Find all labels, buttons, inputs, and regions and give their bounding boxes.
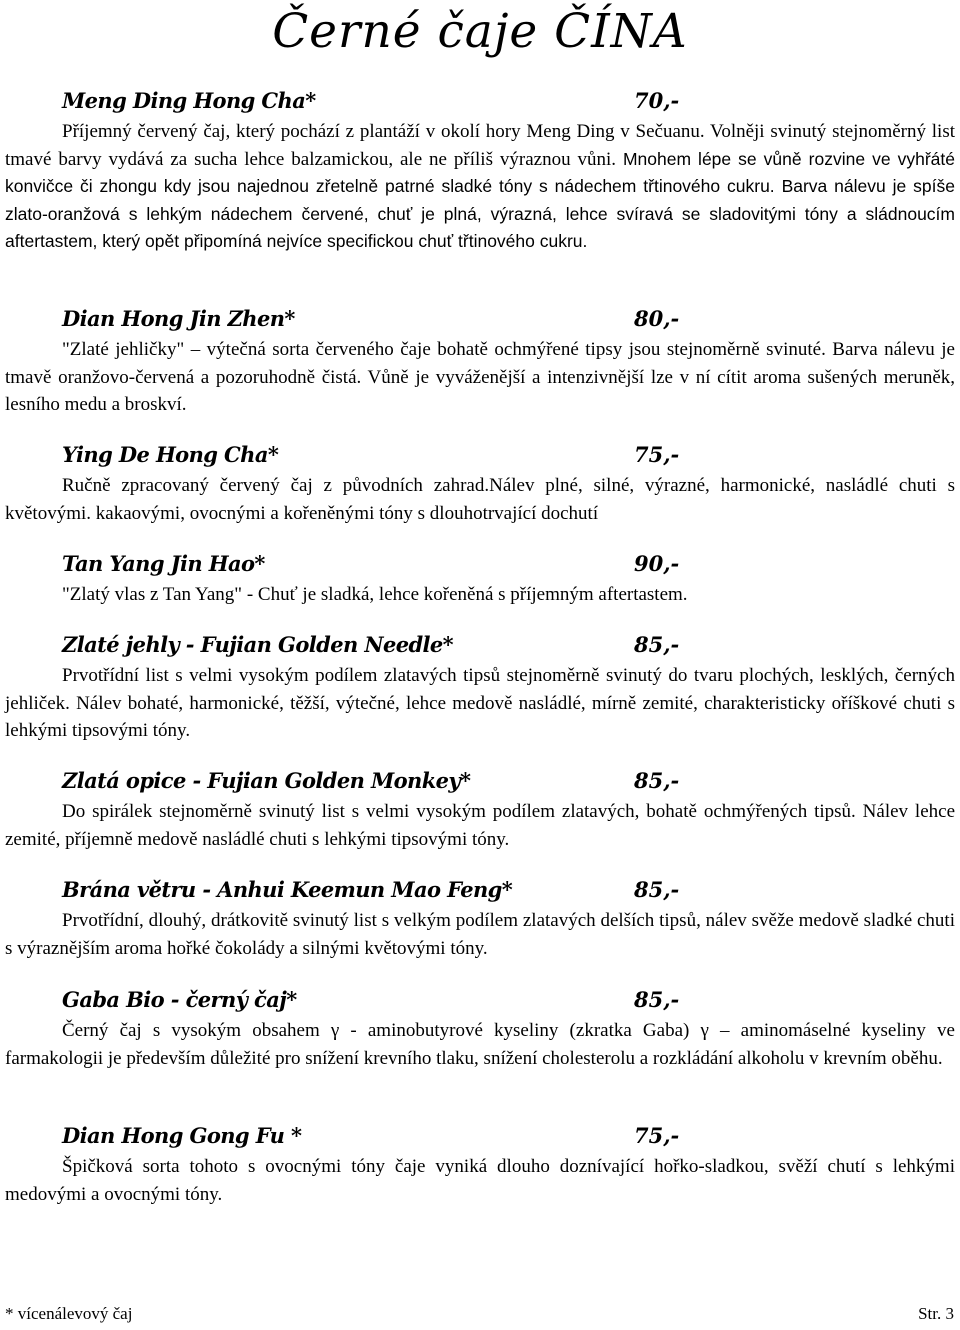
page-number: Str. 3 (918, 1304, 954, 1323)
menu-item (5, 84, 955, 256)
item-description: Špičková sorta tohoto s ovocnými tóny čaje vyniká dlouho doznívající hořko-sladkou, svěží chutí s lehkými medovými a ovocnými tóny. (5, 1156, 955, 1205)
item-name: Dian Hong Gong Fu * (62, 1123, 302, 1148)
item-name: Ying De Hong Cha* (62, 442, 279, 467)
menu-item (5, 302, 955, 419)
item-price: 70,- (634, 88, 680, 113)
menu-item (5, 547, 955, 609)
menu-item (5, 983, 955, 1072)
item-description-part: Mnohem lépe se vůně rozvine ve vyhřáté konvičce či zhongu kdy jsou najednou zřetelně patrné sladké tóny s nádechem třtinového cukru. Barva nálevu je spíše zlato-oranžová s lehkým nádechem červené, chuť je plná, výrazná, lehce svíravá se sladovitými tóny a sládnoucím aftertastem, který opět připomíná nejvíce specifickou chuť třtinového cukru. (5, 148, 955, 251)
item-price: 85,- (634, 877, 680, 902)
item-price: 90,- (634, 551, 680, 576)
item-price: 75,- (634, 442, 680, 467)
footnote: * vícenálevový čaj (5, 1304, 133, 1323)
item-description: "Zlatý vlas z Tan Yang" - Chuť je sladká, lehce kořeněná s příjemným aftertastem. (62, 584, 688, 605)
item-price: 80,- (634, 306, 680, 331)
item-description-part: Příjemný červený čaj, který pochází z plantáží v okolí hory Meng Ding v Sečuanu. Volněji svinutý stejnoměrný list tmavé barvy vydává za sucha lehce balzamickou, ale ne příliš výraznou vůni. (5, 121, 955, 170)
menu-item (5, 1119, 955, 1208)
page-title: Černé čaje ČÍNA (272, 4, 688, 59)
item-name: Dian Hong Jin Zhen* (62, 306, 295, 331)
item-name: Zlatá opice - Fujian Golden Monkey* (62, 768, 471, 793)
item-price: 75,- (634, 1123, 680, 1148)
item-description: Prvotřídní, dlouhý, drátkovitě svinutý list s velkým podílem zlatavých delších tipsů, nálev svěže medově sladké chuti s výraznějším aroma hořké čokolády a silnými květovými tóny. (5, 910, 955, 959)
item-description: "Zlaté jehličky" – výtečná sorta červeného čaje bohatě ochmýřené tipsy jsou stejnoměrně svinuté. Barva nálevu je tmavě oranžovo-červená a pozoruhodně čistá. Vůně je vyváženější a intenzivnější lze v ní cítit aroma sušených meruněk, lesního medu a broskví. (5, 339, 955, 415)
item-price: 85,- (634, 768, 680, 793)
item-description (5, 118, 955, 256)
item-name: Tan Yang Jin Hao* (62, 551, 265, 576)
item-description: Prvotřídní list s velmi vysokým podílem zlatavých tipsů stejnoměrně svinutý do tvaru plochých, lesklých, černých jehliček. Nálev bohaté, harmonické, těžší, výtečné, lehce medově nasládlé, mírně zemité, charakteristicky oříškové chuti s lehkými tipsovými tóny. (5, 665, 955, 741)
item-name: Meng Ding Hong Cha* (62, 88, 316, 113)
item-name: Brána větru - Anhui Keemun Mao Feng* (62, 877, 513, 902)
item-price: 85,- (634, 632, 680, 657)
item-name: Gaba Bio - černý čaj* (62, 987, 297, 1012)
item-description: Černý čaj s vysokým obsahem γ - aminobutyrové kyseliny (zkratka Gaba) γ – aminomáselné kyseliny ve farmakologii je především důležité pro snížení krevního tlaku, snížení cholesterolu a rozkládání alkoholu v krevním oběhu. (5, 1020, 955, 1069)
item-name: Zlaté jehly - Fujian Golden Needle* (62, 632, 454, 657)
menu-item (5, 764, 955, 853)
item-description: Do spirálek stejnoměrně svinutý list s velmi vysokým podílem zlatavých, bohatě ochmýřených tipsů. Nálev lehce zemité, příjemně medově nasládlé chuti s lehkými tipsovými tóny. (5, 801, 955, 850)
item-price: 85,- (634, 987, 680, 1012)
item-description: Ručně zpracovaný červený čaj z původních zahrad.Nálev plné, silné, výrazné, harmonické, nasládlé chuti s květovými. kakaovými, ovocnými a kořeněnými tóny s dlouhotrvající dochutí (5, 475, 955, 524)
menu-item (5, 438, 955, 527)
menu-item (5, 628, 955, 745)
menu-item (5, 873, 955, 962)
